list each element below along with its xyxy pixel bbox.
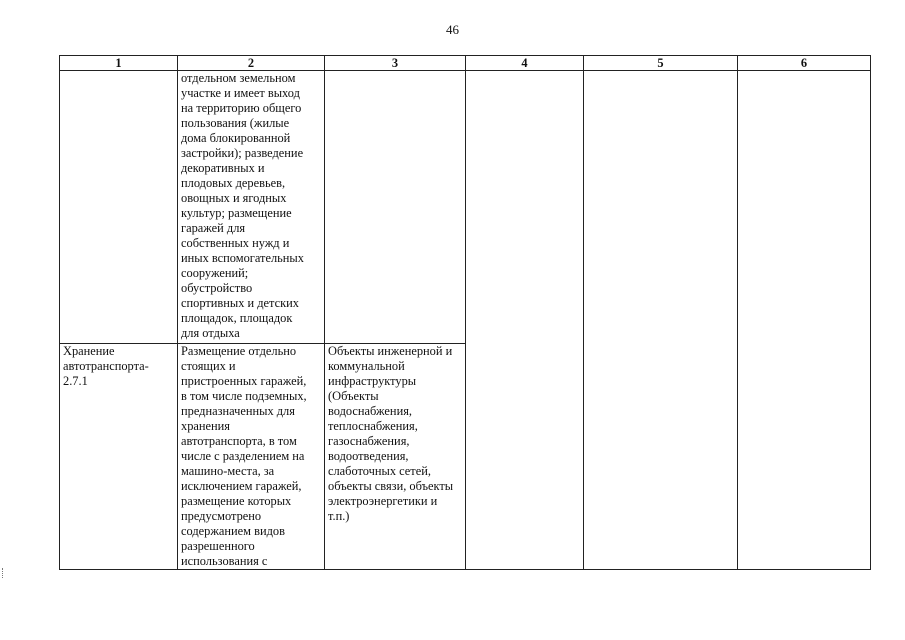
header-cell-6: 6 (738, 56, 871, 71)
page-number: 46 (446, 22, 459, 37)
row1-col3-cell (325, 71, 466, 344)
scan-margin-mark (2, 568, 7, 578)
table-header-row (60, 56, 871, 71)
row2-col4-cell (466, 344, 584, 570)
header-cell-3: 3 (325, 56, 466, 71)
header-cell-4: 4 (466, 56, 584, 71)
row1-col1-cell (60, 71, 178, 344)
row2-col1-cell: Хранение автотранспорта- 2.7.1 (60, 344, 178, 570)
col6-cell (738, 71, 871, 570)
row1-col2-cell: отдельном земельном участке и имеет выход на территорию общего пользования (жилые дома блокированной застройки); разведение декоративных и плодовых деревьев, овощных и ягодных культур; размещение гаражей для собственных нужд и иных вспомогательных сооружений; обустройство спортивных и детских площадок, площадок для отдыха (178, 71, 325, 344)
row2-col2-cell: Размещение отдельно стоящих и пристроенных гаражей, в том числе подземных, предназначенных для хранения автотранспорта, в том числе с разделением на машино-места, за исключением гаражей, размещение которых предусмотрено содержанием видов разрешенного использования с (178, 344, 325, 570)
header-cell-2: 2 (178, 56, 325, 71)
header-cell-1: 1 (60, 56, 178, 71)
document-table (59, 55, 871, 570)
col5-cell (584, 71, 738, 570)
header-cell-5: 5 (584, 56, 738, 71)
table-row (60, 71, 871, 344)
row1-col4-cell (466, 71, 584, 344)
row2-col3-cell: Объекты инженерной и коммунальной инфраструктуры (Объекты водоснабжения, теплоснабжения, газоснабжения, водоотведения, слаботочных сетей, объекты связи, объекты электроэнергетики и т.п.) (325, 344, 466, 570)
